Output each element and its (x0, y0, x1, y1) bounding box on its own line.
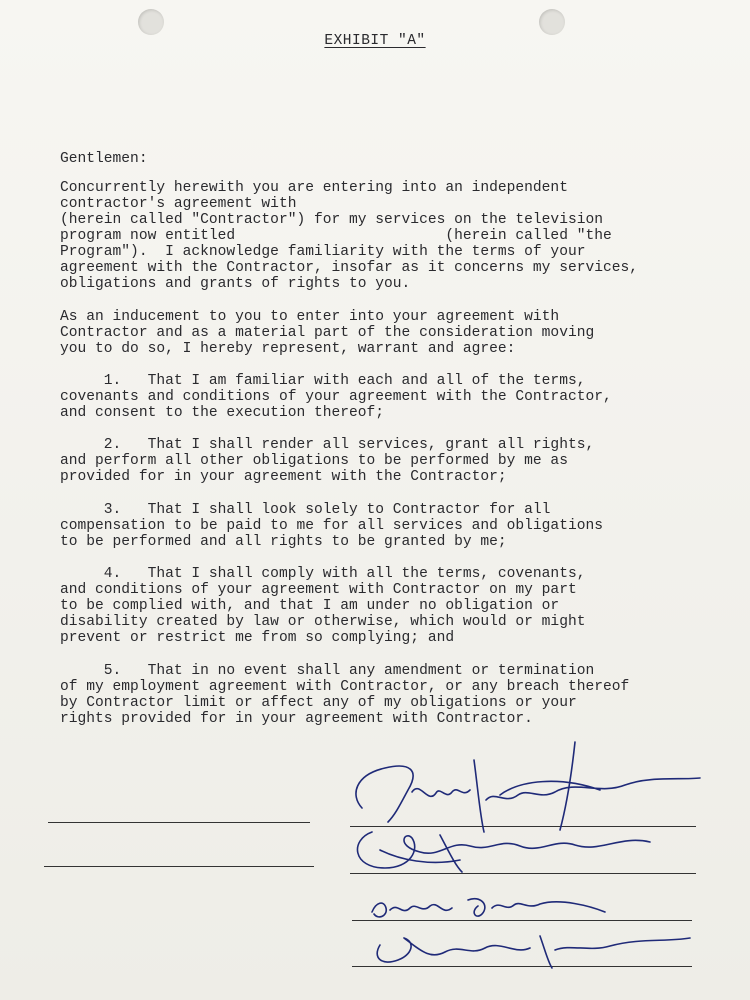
signature-2 (357, 832, 650, 872)
intro-line: obligations and grants of rights to you. (60, 276, 411, 292)
clause-2-line: 2. That I shall render all services, grant all rights, (60, 437, 595, 453)
intro-line: program now entitled (herein called "the (60, 228, 612, 244)
intro-line: (herein called "Contractor") for my services on the television (60, 212, 603, 228)
clause-1-line: 1. That I am familiar with each and all of the terms, (60, 373, 586, 389)
clause-3-line: compensation to be paid to me for all services and obligations (60, 518, 603, 534)
signature-1 (356, 742, 700, 832)
clause-5-line: of my employment agreement with Contractor, or any breach thereof (60, 679, 630, 695)
intro-line: contractor's agreement with (60, 196, 297, 212)
intro-line: agreement with the Contractor, insofar as it concerns my services, (60, 260, 639, 276)
clause-3-line: to be performed and all rights to be granted by me; (60, 534, 507, 550)
clause-1-line: and consent to the execution thereof; (60, 405, 385, 421)
signature-4 (377, 936, 690, 968)
clause-5-line: 5. That in no event shall any amendment or termination (60, 663, 595, 679)
inducement-line: Contractor and as a material part of the consideration moving (60, 325, 595, 341)
clause-4-line: prevent or restrict me from so complying; and (60, 630, 455, 646)
inducement-line: you to do so, I hereby represent, warrant and agree: (60, 341, 516, 357)
inducement-line: As an inducement to you to enter into your agreement with (60, 309, 560, 325)
clause-4-line: disability created by law or otherwise, which would or might (60, 614, 586, 630)
document-title: EXHIBIT "A" (324, 33, 426, 49)
intro-line: Concurrently herewith you are entering into an independent (60, 180, 568, 196)
salutation: Gentlemen: (60, 151, 148, 167)
clause-5-line: rights provided for in your agreement with Contractor. (60, 711, 533, 727)
signature-3 (372, 899, 605, 917)
clause-2-line: and perform all other obligations to be performed by me as (60, 453, 568, 469)
clause-3-line: 3. That I shall look solely to Contractor for all (60, 502, 551, 518)
clause-2-line: provided for in your agreement with the Contractor; (60, 469, 507, 485)
clause-1-line: covenants and conditions of your agreement with the Contractor, (60, 389, 612, 405)
clause-5-line: by Contractor limit or affect any of my obligations or your (60, 695, 577, 711)
clause-4-line: and conditions of your agreement with Contractor on my part (60, 582, 577, 598)
clause-4-line: to be complied with, and that I am under no obligation or (60, 598, 560, 614)
intro-line: Program"). I acknowledge familiarity with the terms of your (60, 244, 586, 260)
clause-4-line: 4. That I shall comply with all the terms, covenants, (60, 566, 586, 582)
